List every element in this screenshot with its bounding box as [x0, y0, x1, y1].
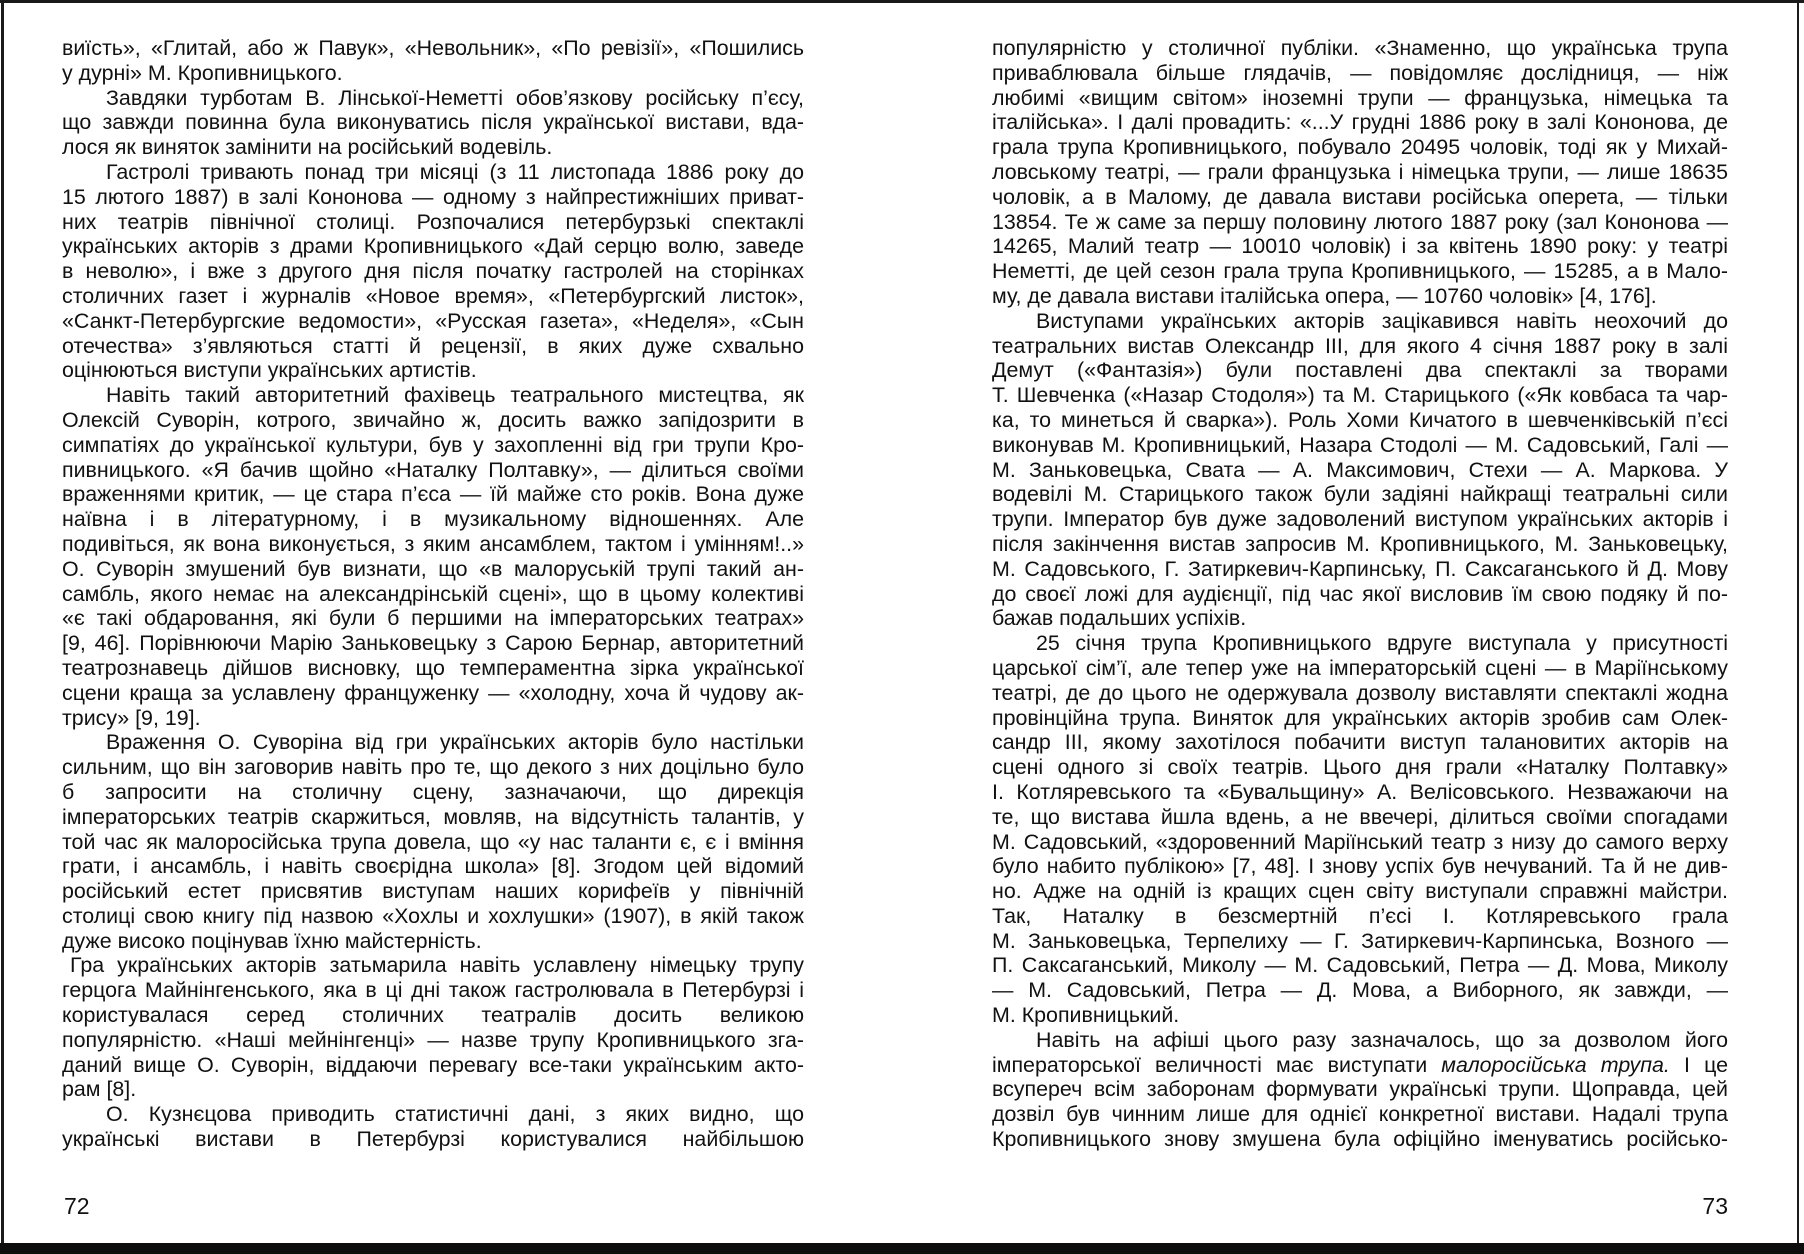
text-line: Олексій Суворін, котрого, звичайно ж, досить важко запідозрити в: [62, 407, 804, 432]
text-line: О. Суворін змушений був визнати, що «в малоруській трупі такий ан-: [62, 556, 804, 581]
text-line: виконував М. Кропивницький, Назара Стодолі — М. Садовський, Галі —: [992, 432, 1728, 457]
text-line: М. Садовського, Г. Затиркевич-Карпинську, П. Саксаганського й Д. Мову: [992, 556, 1728, 581]
text-line: всупереч всім заборонам формувати українські трупи. Щоправда, цей: [992, 1077, 1728, 1102]
text-line: 15 лютого 1887) в залі Кононова — одному з найпрестижніших приват-: [62, 184, 804, 209]
text-line: М. Садовський, «здоровенний Маріїнський театр з низу до самого верху: [992, 829, 1728, 854]
text-line: самбль, якого немає на александрінській сцені», що в цьому колективі: [62, 581, 804, 606]
text-line: було набито публікою» [7, 48]. І знову успіх був нечуваний. Та й не див-: [992, 854, 1728, 879]
text-line: Т. Шевченка («Назар Стодоля») та М. Старицького («Як ковбаса та чар-: [992, 383, 1728, 408]
text-line: столиці свою книгу під назвою «Хохлы и хохлушки» (1907), в якій також: [62, 903, 804, 928]
text-line: б запросити на столичну сцену, зазначаючи, що дирекція: [62, 779, 804, 804]
text-line: пивницького. «Я бачив щойно «Наталку Полтавку», — ділиться своїми: [62, 457, 804, 482]
text-line: популярністю у столичної публіки. «Знаменно, що українська трупа: [992, 36, 1728, 60]
text-line: те, що вистава йшла вдень, а не ввечері, ділиться своїми спогадами: [992, 804, 1728, 829]
text-line: італійська». І далі провадить: «...У грудні 1886 року в залі Кононова, де: [992, 110, 1728, 135]
page-72-text-column: [62, 36, 804, 1152]
text-line: у дурні» М. Кропивницького.: [62, 60, 343, 85]
text-line: герцога Майнінгенського, яка в ці дні також гастролювала в Петербурзі і: [62, 978, 804, 1003]
text-line: Так, Наталку в безсмертній п’єсі І. Котляревського грала: [992, 903, 1728, 928]
scan-border-top: [0, 0, 1804, 3]
text-line: Гастролі тривають понад три місяці (з 11 листопада 1886 року до: [106, 159, 804, 184]
text-line: М. Заньковецька, Свата — А. Максимович, Стехи — А. Маркова. У: [992, 457, 1728, 482]
text-line: Демут («Фантазія») були поставлені два спектаклі за творами: [992, 358, 1728, 383]
scan-border-bottom: [0, 1243, 1804, 1254]
text-line: му, де давала вистави італійська опера, — 10760 чоловік» [4, 176].: [992, 283, 1657, 308]
text-line: сандр III, якому захотілося побачити виступ талановитих акторів на: [992, 730, 1728, 755]
text-line: театрознавець дійшов висновку, що темпераментна зірка української: [62, 655, 804, 680]
scan-border-left: [1, 0, 4, 1254]
text-line: імператорських театрів скаржиться, мовляв, на відсутність талантів, у: [62, 804, 804, 829]
text-line: даний вище О. Суворін, віддаючи перевагу все-таки українським акто-: [62, 1052, 804, 1077]
text-line: подивіться, як вона виконується, з яким ансамблем, тактом і умінням!..»: [62, 531, 804, 556]
text-line: Неметті, де цей сезон грала трупа Кропивницького, — 15285, а в Мало-: [992, 259, 1728, 284]
text-line: «є такі обдаровання, які були б першими на імператорських театрах»: [62, 606, 804, 631]
text-line: ловському театрі, — грали французька і німецька трупи, — лише 18635: [992, 159, 1728, 184]
text-line: в неволю», і вже з другого дня після початку гастролей на сторінках: [62, 259, 804, 284]
text-line: той час як малоросійська трупа довела, що «у нас таланти є, є і вміння: [62, 829, 804, 854]
text-line: І. Котляревського та «Бувальщину» А. Велісовського. Незважаючи на: [992, 779, 1728, 804]
text-line: театрі, де до цього не одержувала дозволу виставляти спектаклі жодна: [992, 680, 1728, 705]
text-line: що завжди повинна була виконуватись після української вистави, вда-: [62, 110, 804, 135]
text-line: Виступами українських акторів зацікавився навіть неохочий до: [1036, 308, 1728, 333]
text-line: Завдяки турботам В. Лінської-Неметті обов’язкову російську п’єсу,: [106, 85, 804, 110]
text-line: наївна і в літературному, і в музикальному відношеннях. Але: [62, 507, 804, 532]
text-line: популярністю. «Наші мейнінгенці» — назве трупу Кропивницького зга-: [62, 1027, 804, 1052]
page-73-text-column: [992, 36, 1728, 1152]
text-line: царської сім’ї, але тепер уже на імператорській сцені — в Маріїнському: [992, 655, 1728, 680]
text-line: 25 січня трупа Кропивницького вдруге виступала у присутності: [1036, 631, 1728, 656]
text-line: грати, і ансамбль, і навіть своєрідна школа» [8]. Згодом цей відомий: [62, 854, 804, 879]
text-line: оцінюються виступи українських артистів.: [62, 358, 477, 383]
text-line: провінційна трупа. Виняток для українських акторів зробив сам Олек-: [992, 705, 1728, 730]
text-line: Навіть такий авторитетний фахівець театрального мистецтва, як: [106, 383, 804, 408]
text-line: імператорської величності має виступати малоросійська трупа. І це: [992, 1052, 1729, 1077]
text-line: столичних газет і журналів «Новое время», «Петербургский листок»,: [62, 283, 804, 308]
text-line: трупи. Імператор був дуже задоволений виступом українських акторів і: [992, 507, 1728, 532]
text-line: — М. Садовський, Петра — Д. Мова, а Виборного, як завжди, —: [992, 978, 1728, 1003]
text-line: рам [8].: [62, 1077, 137, 1102]
text-line: Навіть на афіші цього разу зазначалось, що за дозволом його: [1036, 1027, 1728, 1052]
text-line: до своєї ложі для аудієнції, під час якої висловив їм свою подяку й по-: [992, 581, 1728, 606]
text-line: любимі «вищим світом» іноземні трупи — французька, німецька та: [992, 85, 1728, 110]
text-line: Кропивницького знову змушена була офіційно іменуватись російсько-: [992, 1127, 1728, 1152]
text-line: українські вистави в Петербурзі користувалися найбільшою: [62, 1127, 804, 1152]
text-line: отечества» з’являються статті й рецензії, в яких дуже схвально: [62, 333, 804, 358]
text-line: сильним, що він заговорив навіть про те, що декого з них доцільно було: [62, 755, 804, 780]
text-line: О. Кузнєцова приводить статистичні дані, з яких видно, що: [106, 1102, 804, 1127]
text-line: українських акторів з драми Кропивницького «Дай серцю волю, заведе: [62, 234, 804, 259]
scan-border-right: [1797, 0, 1799, 1254]
text-line: [9, 46]. Порівнюючи Марію Заньковецьку з Сарою Бернар, авторитетний: [62, 631, 804, 656]
text-line: російський естет присвятив виступам наших корифеїв у північній: [62, 879, 804, 904]
text-line: Враження О. Суворіна від гри українських акторів було настільки: [106, 730, 804, 755]
text-line: враженнями критик, — це стара п’єса — їй майже сто років. Вона дуже: [62, 482, 804, 507]
text-line: ка, то минеться й сварка»). Роль Хоми Кичатого в шевченківській п’єсі: [992, 407, 1728, 432]
text-line: них театрів північної столиці. Розпочалися петербурзькі спектаклі: [62, 209, 804, 234]
text-line: М. Кропивницький.: [992, 1003, 1180, 1028]
text-line: водевілі М. Старицького також були задіяні найкращі театральні сили: [992, 482, 1728, 507]
text-line: симпатіях до української культури, був у захопленні від гри трупи Кро-: [62, 432, 804, 457]
text-line: М. Заньковецька, Терпелиху — Г. Затиркевич-Карпинська, Возного —: [992, 928, 1728, 953]
text-line: П. Саксаганський, Миколу — М. Садовський, Петра — Д. Мова, Миколу: [992, 953, 1728, 978]
text-line: Гра українських акторів затьмарила навіть уславлену німецьку трупу: [70, 953, 804, 978]
text-line: дозвіл був чинним лише для однієї конкретної вистави. Надалі трупа: [992, 1102, 1728, 1127]
text-line: 14265, Малий театр — 10010 чоловік) і за квітень 1890 року: у театрі: [992, 234, 1728, 259]
text-line: виїсть», «Глитай, або ж Павук», «Невольник», «По ревізії», «Пошились: [62, 36, 804, 60]
text-line: «Санкт-Петербургские ведомости», «Русская газета», «Неделя», «Сын: [62, 308, 804, 333]
text-line: бажав подальших успіхів.: [992, 606, 1247, 631]
text-line: сцени краща за уславлену француженку — «холодну, хоча й чудову ак-: [62, 680, 804, 705]
text-line: дуже високо поцінував їхню майстерність.: [62, 928, 482, 953]
text-line: приваблювала більше глядачів, — повідомляє дослідниця, — ніж: [992, 60, 1728, 85]
text-line: лося як виняток замінити на російський водевіль.: [62, 135, 553, 160]
text-line: чоловік, а в Малому, де давала вистави російська оперета, — тільки: [992, 184, 1728, 209]
text-line: трису» [9, 19].: [62, 705, 201, 730]
text-line: но. Адже на одній із кращих сцен світу виступали справжні майстри.: [992, 879, 1728, 904]
text-line: сцені одного зі своїх театрів. Цього дня грали «Наталку Полтавку»: [992, 755, 1728, 780]
text-line: театральних вистав Олександр III, для якого 4 січня 1887 року в залі: [992, 333, 1728, 358]
text-line: користувалася серед столичних театралів досить великою: [62, 1003, 804, 1028]
text-line: після закінчення вистав запросив М. Кропивницького, М. Заньковецьку,: [992, 531, 1728, 556]
text-line: грала трупа Кропивницького, побувало 20495 чоловік, тоді як у Михай-: [992, 135, 1728, 160]
page-number-left: 72: [64, 1193, 90, 1219]
text-line: 13854. Те ж саме за першу половину лютого 1887 року (зал Кононова —: [992, 209, 1728, 234]
page-number-right: 73: [1702, 1193, 1728, 1219]
